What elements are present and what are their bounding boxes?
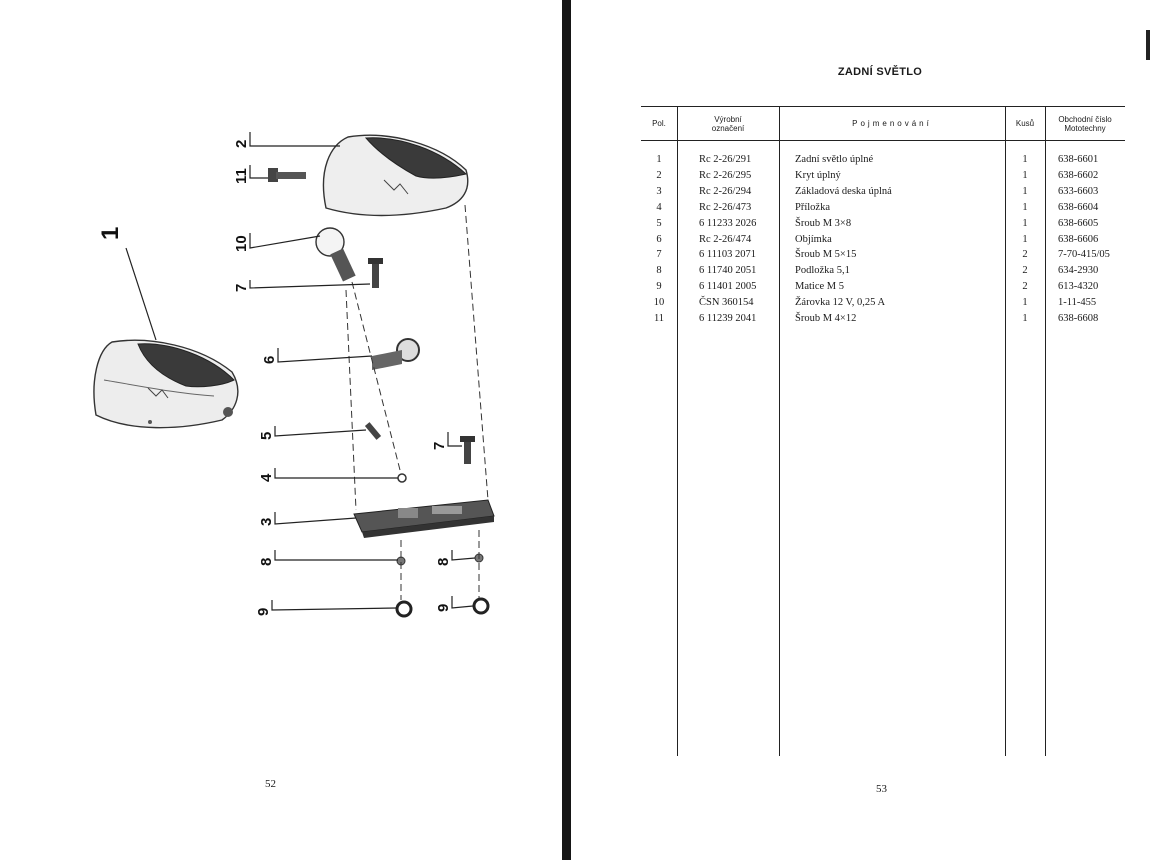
cell-kusu: 2 bbox=[1022, 281, 1028, 293]
cell-pojmenovani: Šroub M 4×12 bbox=[795, 313, 857, 324]
cell-kusu: 1 bbox=[1022, 185, 1028, 197]
callout-10: 10 bbox=[233, 235, 250, 252]
assembly-lines bbox=[346, 205, 488, 600]
cell-pol: 4 bbox=[656, 201, 662, 213]
nut-9-right-drawing bbox=[474, 599, 488, 613]
bulb-drawing bbox=[316, 228, 356, 282]
cell-obchodni-cislo: 1-11-455 bbox=[1058, 297, 1097, 309]
cell-pojmenovani: Žárovka 12 V, 0,25 A bbox=[795, 297, 886, 309]
cell-pojmenovani: Podložka 5,1 bbox=[795, 265, 850, 277]
table-row bbox=[641, 216, 1125, 232]
cell-obchodni-cislo: 638-6608 bbox=[1058, 313, 1099, 324]
callout-4: 4 bbox=[258, 473, 275, 482]
cell-kusu: 1 bbox=[1022, 201, 1028, 213]
cell-pojmenovani: Matice M 5 bbox=[795, 281, 844, 293]
callout-11: 11 bbox=[233, 168, 250, 184]
callout-2: 2 bbox=[233, 139, 250, 148]
cell-vyrobni-oznaceni: 6 11239 2041 bbox=[699, 313, 757, 324]
cell-vyrobni-oznaceni: Rc 2-26/474 bbox=[699, 233, 752, 245]
right-page-number: 53 bbox=[876, 783, 887, 795]
screw-7-upper-drawing bbox=[372, 260, 379, 288]
cell-vyrobni-oznaceni: 6 11740 2051 bbox=[699, 265, 757, 277]
cell-pojmenovani: Zadní světlo úplné bbox=[795, 154, 874, 165]
header-pol: Pol. bbox=[652, 119, 666, 128]
callout-6: 6 bbox=[261, 355, 278, 364]
header-kusu: Kusů bbox=[1015, 119, 1035, 128]
base-plate-drawing bbox=[354, 500, 494, 538]
cell-vyrobni-oznaceni: Rc 2-26/294 bbox=[699, 185, 752, 197]
cell-pol: 1 bbox=[656, 154, 662, 165]
exploded-parts-diagram bbox=[0, 0, 560, 860]
table-row bbox=[641, 279, 1125, 295]
cell-obchodni-cislo: 638-6601 bbox=[1058, 154, 1099, 165]
cell-vyrobni-oznaceni: 6 11103 2071 bbox=[699, 249, 756, 261]
cell-obchodni-cislo: 634-2930 bbox=[1058, 265, 1099, 277]
holder-drawing bbox=[372, 339, 419, 370]
page-edge bbox=[1146, 30, 1150, 60]
cell-obchodni-cislo: 633-6603 bbox=[1058, 185, 1099, 197]
cell-obchodni-cislo: 638-6602 bbox=[1058, 169, 1099, 181]
washer-4-drawing bbox=[398, 474, 406, 482]
cell-pojmenovani: Kryt úplný bbox=[795, 169, 841, 181]
screw-7-lower-head bbox=[460, 436, 475, 442]
cell-obchodni-cislo: 613-4320 bbox=[1058, 281, 1099, 293]
table-row bbox=[641, 184, 1125, 200]
callout-5: 5 bbox=[258, 431, 275, 440]
table-row bbox=[641, 263, 1125, 279]
header-vyrobni-line1: Výrobní bbox=[714, 114, 742, 124]
cell-pol: 8 bbox=[656, 265, 662, 277]
cell-kusu: 1 bbox=[1022, 297, 1028, 309]
callout-9b: 9 bbox=[435, 603, 452, 612]
cell-pol: 10 bbox=[653, 297, 665, 309]
cell-kusu: 2 bbox=[1022, 249, 1028, 261]
table-row bbox=[641, 200, 1125, 216]
screw-5-drawing bbox=[365, 422, 381, 440]
cell-pojmenovani: Příložka bbox=[795, 201, 830, 213]
cover-drawing bbox=[323, 135, 467, 215]
cell-pojmenovani: Šroub M 5×15 bbox=[795, 249, 857, 261]
table-row bbox=[641, 168, 1125, 184]
cell-vyrobni-oznaceni: 6 11401 2005 bbox=[699, 281, 757, 293]
header-obchodni-line2: Mototechny bbox=[1064, 123, 1106, 133]
assembled-lamp-drawing bbox=[94, 340, 238, 427]
cell-pol: 6 bbox=[656, 233, 662, 245]
table-row bbox=[641, 311, 1125, 327]
table-row bbox=[641, 295, 1125, 311]
cell-pojmenovani: Šroub M 3×8 bbox=[795, 217, 852, 229]
callout-8a: 8 bbox=[258, 557, 275, 566]
cell-obchodni-cislo: 638-6605 bbox=[1058, 217, 1099, 229]
header-vyrobni bbox=[677, 106, 779, 141]
cell-pol: 3 bbox=[656, 185, 662, 197]
cell-vyrobni-oznaceni: ČSN 360154 bbox=[699, 297, 754, 309]
nut-9-left-drawing bbox=[397, 602, 411, 616]
parts-table bbox=[641, 106, 1125, 756]
cell-kusu: 1 bbox=[1022, 233, 1028, 245]
callout-9a: 9 bbox=[255, 607, 272, 616]
table-row bbox=[641, 232, 1125, 248]
page-title: ZADNÍ SVĚTLO bbox=[837, 66, 923, 78]
cell-kusu: 1 bbox=[1022, 217, 1028, 229]
cell-kusu: 1 bbox=[1022, 313, 1028, 324]
cell-obchodni-cislo: 7-70-415/05 bbox=[1058, 249, 1110, 261]
cell-kusu: 1 bbox=[1022, 169, 1028, 181]
cell-pol: 2 bbox=[656, 169, 662, 181]
cell-kusu: 1 bbox=[1022, 154, 1028, 165]
header-obchodni bbox=[1045, 106, 1125, 141]
book-spine bbox=[562, 0, 571, 860]
cell-kusu: 2 bbox=[1022, 265, 1028, 277]
callout-8b: 8 bbox=[435, 557, 452, 566]
cell-obchodni-cislo: 638-6604 bbox=[1058, 201, 1099, 213]
cell-pojmenovani: Objímka bbox=[795, 233, 832, 245]
cell-vyrobni-oznaceni: 6 11233 2026 bbox=[699, 217, 757, 229]
cell-vyrobni-oznaceni: Rc 2-26/473 bbox=[699, 201, 752, 213]
header-pojmenovani: Pojmenování bbox=[852, 119, 932, 128]
callout-7a: 7 bbox=[233, 283, 250, 292]
table-row bbox=[641, 152, 1125, 168]
callout-7b: 7 bbox=[431, 441, 448, 450]
callout-1: 1 bbox=[97, 226, 124, 240]
cell-pol: 11 bbox=[653, 313, 665, 324]
cell-pojmenovani: Základová deska úplná bbox=[795, 185, 892, 197]
left-page-number: 52 bbox=[265, 778, 276, 790]
header-vyrobni-line2: označení bbox=[711, 123, 745, 133]
screw-7-upper-head bbox=[368, 258, 383, 264]
screw-11-drawing bbox=[268, 168, 306, 182]
cell-pol: 5 bbox=[656, 217, 662, 229]
callout-3: 3 bbox=[258, 517, 275, 526]
header-obchodni-line1: Obchodní číslo bbox=[1058, 114, 1112, 124]
cell-vyrobni-oznaceni: Rc 2-26/291 bbox=[699, 154, 752, 165]
cell-vyrobni-oznaceni: Rc 2-26/295 bbox=[699, 169, 752, 181]
cell-pol: 9 bbox=[656, 281, 662, 293]
table-row bbox=[641, 247, 1125, 263]
cell-obchodni-cislo: 638-6606 bbox=[1058, 233, 1099, 245]
cell-pol: 7 bbox=[656, 249, 662, 261]
